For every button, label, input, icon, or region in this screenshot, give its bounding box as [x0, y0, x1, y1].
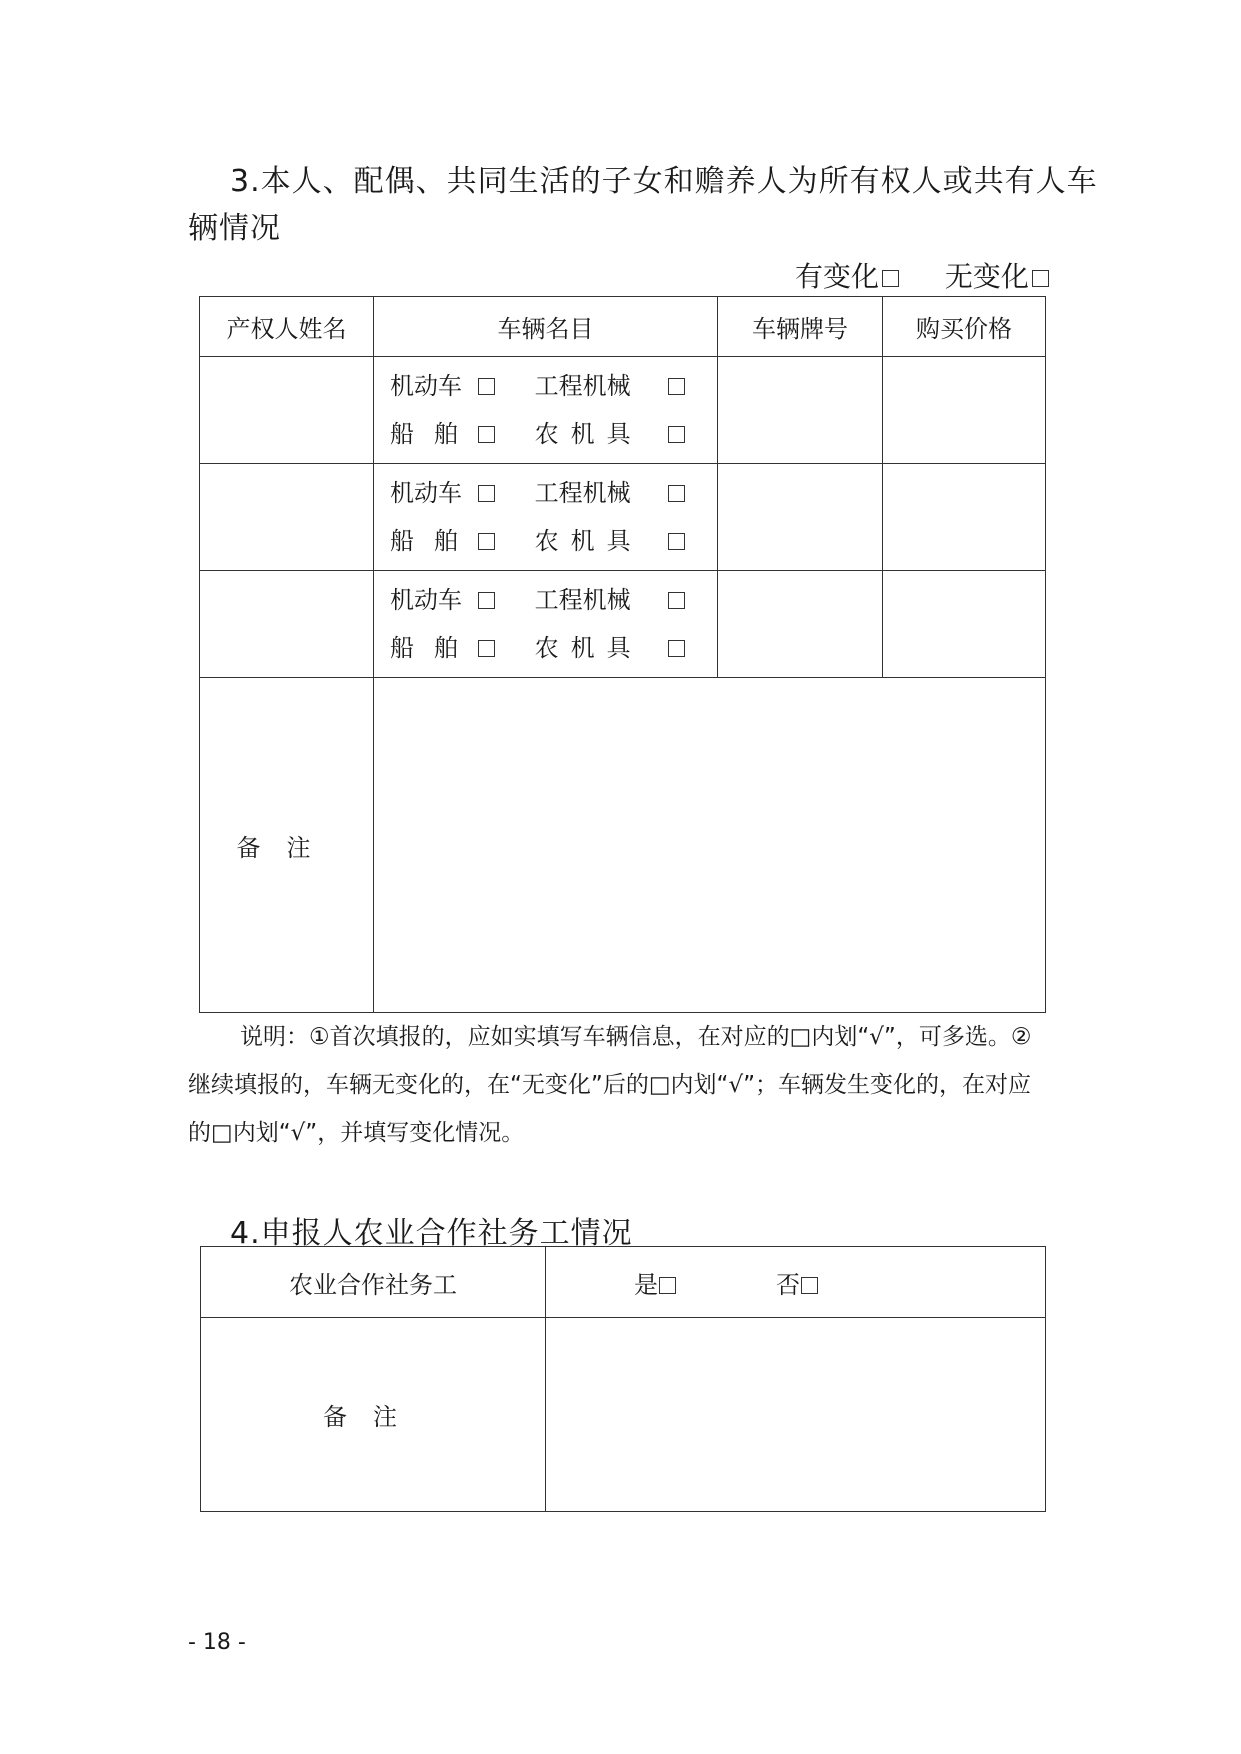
change-status-row: [795, 255, 1049, 295]
owner-name-cell[interactable]: [200, 571, 374, 678]
remark-label: 备注: [200, 678, 374, 1013]
purchase-price-cell[interactable]: [883, 571, 1046, 678]
coop-remark-row: [201, 1318, 1046, 1512]
owner-name-cell[interactable]: [200, 464, 374, 571]
no-checkbox[interactable]: [801, 1277, 818, 1294]
page-number: - 18 -: [188, 1630, 246, 1655]
coop-remark-label: 备注: [201, 1318, 546, 1512]
header-purchase-price: 购买价格: [883, 297, 1046, 357]
motor-vehicle-checkbox[interactable]: [478, 378, 495, 395]
coop-work-label: 农业合作社务工: [201, 1247, 546, 1318]
farm-machinery-label: 农机具: [534, 420, 643, 448]
ship-checkbox[interactable]: [478, 640, 495, 657]
farm-machinery-label: 农机具: [534, 634, 643, 662]
no-label: 否: [776, 1270, 800, 1299]
yes-checkbox[interactable]: [659, 1277, 676, 1294]
header-plate-number: 车辆牌号: [718, 297, 883, 357]
header-owner-name: 产权人姓名: [200, 297, 374, 357]
plate-number-cell[interactable]: [718, 357, 883, 464]
yes-label: 是: [634, 1270, 658, 1299]
vehicle-category-cell: [374, 357, 718, 464]
engineering-machinery-label: 工程机械: [534, 479, 631, 507]
plate-number-cell[interactable]: [718, 571, 883, 678]
coop-remark-field[interactable]: [546, 1318, 1046, 1512]
motor-vehicle-checkbox[interactable]: [478, 485, 495, 502]
vehicle-table-header: [200, 297, 1046, 357]
motor-vehicle-label: 机动车: [390, 479, 462, 507]
coop-work-answer-cell: [546, 1247, 1046, 1318]
ship-checkbox[interactable]: [478, 533, 495, 550]
purchase-price-cell[interactable]: [883, 464, 1046, 571]
vehicle-category-cell: [374, 571, 718, 678]
section3-title-line1: 3.本人、配偶、共同生活的子女和赡养人为所有权人或共有人车: [230, 164, 1098, 199]
unchanged-label: 无变化: [944, 260, 1029, 293]
farm-machinery-checkbox[interactable]: [668, 426, 685, 443]
ship-label: 船舶: [390, 420, 478, 448]
motor-vehicle-label: 机动车: [390, 372, 462, 400]
coop-work-table: [200, 1246, 1046, 1512]
vehicle-table: [199, 296, 1046, 1013]
engineering-machinery-checkbox[interactable]: [668, 592, 685, 609]
ship-label: 船舶: [390, 527, 478, 555]
owner-name-cell[interactable]: [200, 357, 374, 464]
instructions-note: 说明：①首次填报的，应如实填写车辆信息，在对应的□内划“√”，可多选。②继续填报的，车辆无变化的，在“无变化”后的□内划“√”；车辆发生变化的，在对应的□内划“√”，并填写变化情况。: [188, 1024, 1032, 1146]
section3-title-line2: 辆情况: [188, 211, 281, 246]
farm-machinery-label: 农机具: [534, 527, 643, 555]
table-row: [200, 571, 1046, 678]
motor-vehicle-checkbox[interactable]: [478, 592, 495, 609]
ship-label: 船舶: [390, 634, 478, 662]
header-vehicle-category: 车辆名目: [374, 297, 718, 357]
farm-machinery-checkbox[interactable]: [668, 640, 685, 657]
coop-work-row: [201, 1247, 1046, 1318]
motor-vehicle-label: 机动车: [390, 586, 462, 614]
purchase-price-cell[interactable]: [883, 357, 1046, 464]
ship-checkbox[interactable]: [478, 426, 495, 443]
vehicle-category-cell: [374, 464, 718, 571]
changed-label: 有变化: [795, 260, 880, 293]
plate-number-cell[interactable]: [718, 464, 883, 571]
farm-machinery-checkbox[interactable]: [668, 533, 685, 550]
engineering-machinery-label: 工程机械: [534, 372, 631, 400]
section4-title: 4.申报人农业合作社务工情况: [230, 1216, 633, 1251]
remark-row: [200, 678, 1046, 1013]
changed-checkbox[interactable]: [882, 270, 899, 287]
unchanged-checkbox[interactable]: [1032, 270, 1049, 287]
engineering-machinery-label: 工程机械: [534, 586, 631, 614]
remark-field[interactable]: [374, 678, 1046, 1013]
engineering-machinery-checkbox[interactable]: [668, 485, 685, 502]
table-row: [200, 357, 1046, 464]
table-row: [200, 464, 1046, 571]
engineering-machinery-checkbox[interactable]: [668, 378, 685, 395]
